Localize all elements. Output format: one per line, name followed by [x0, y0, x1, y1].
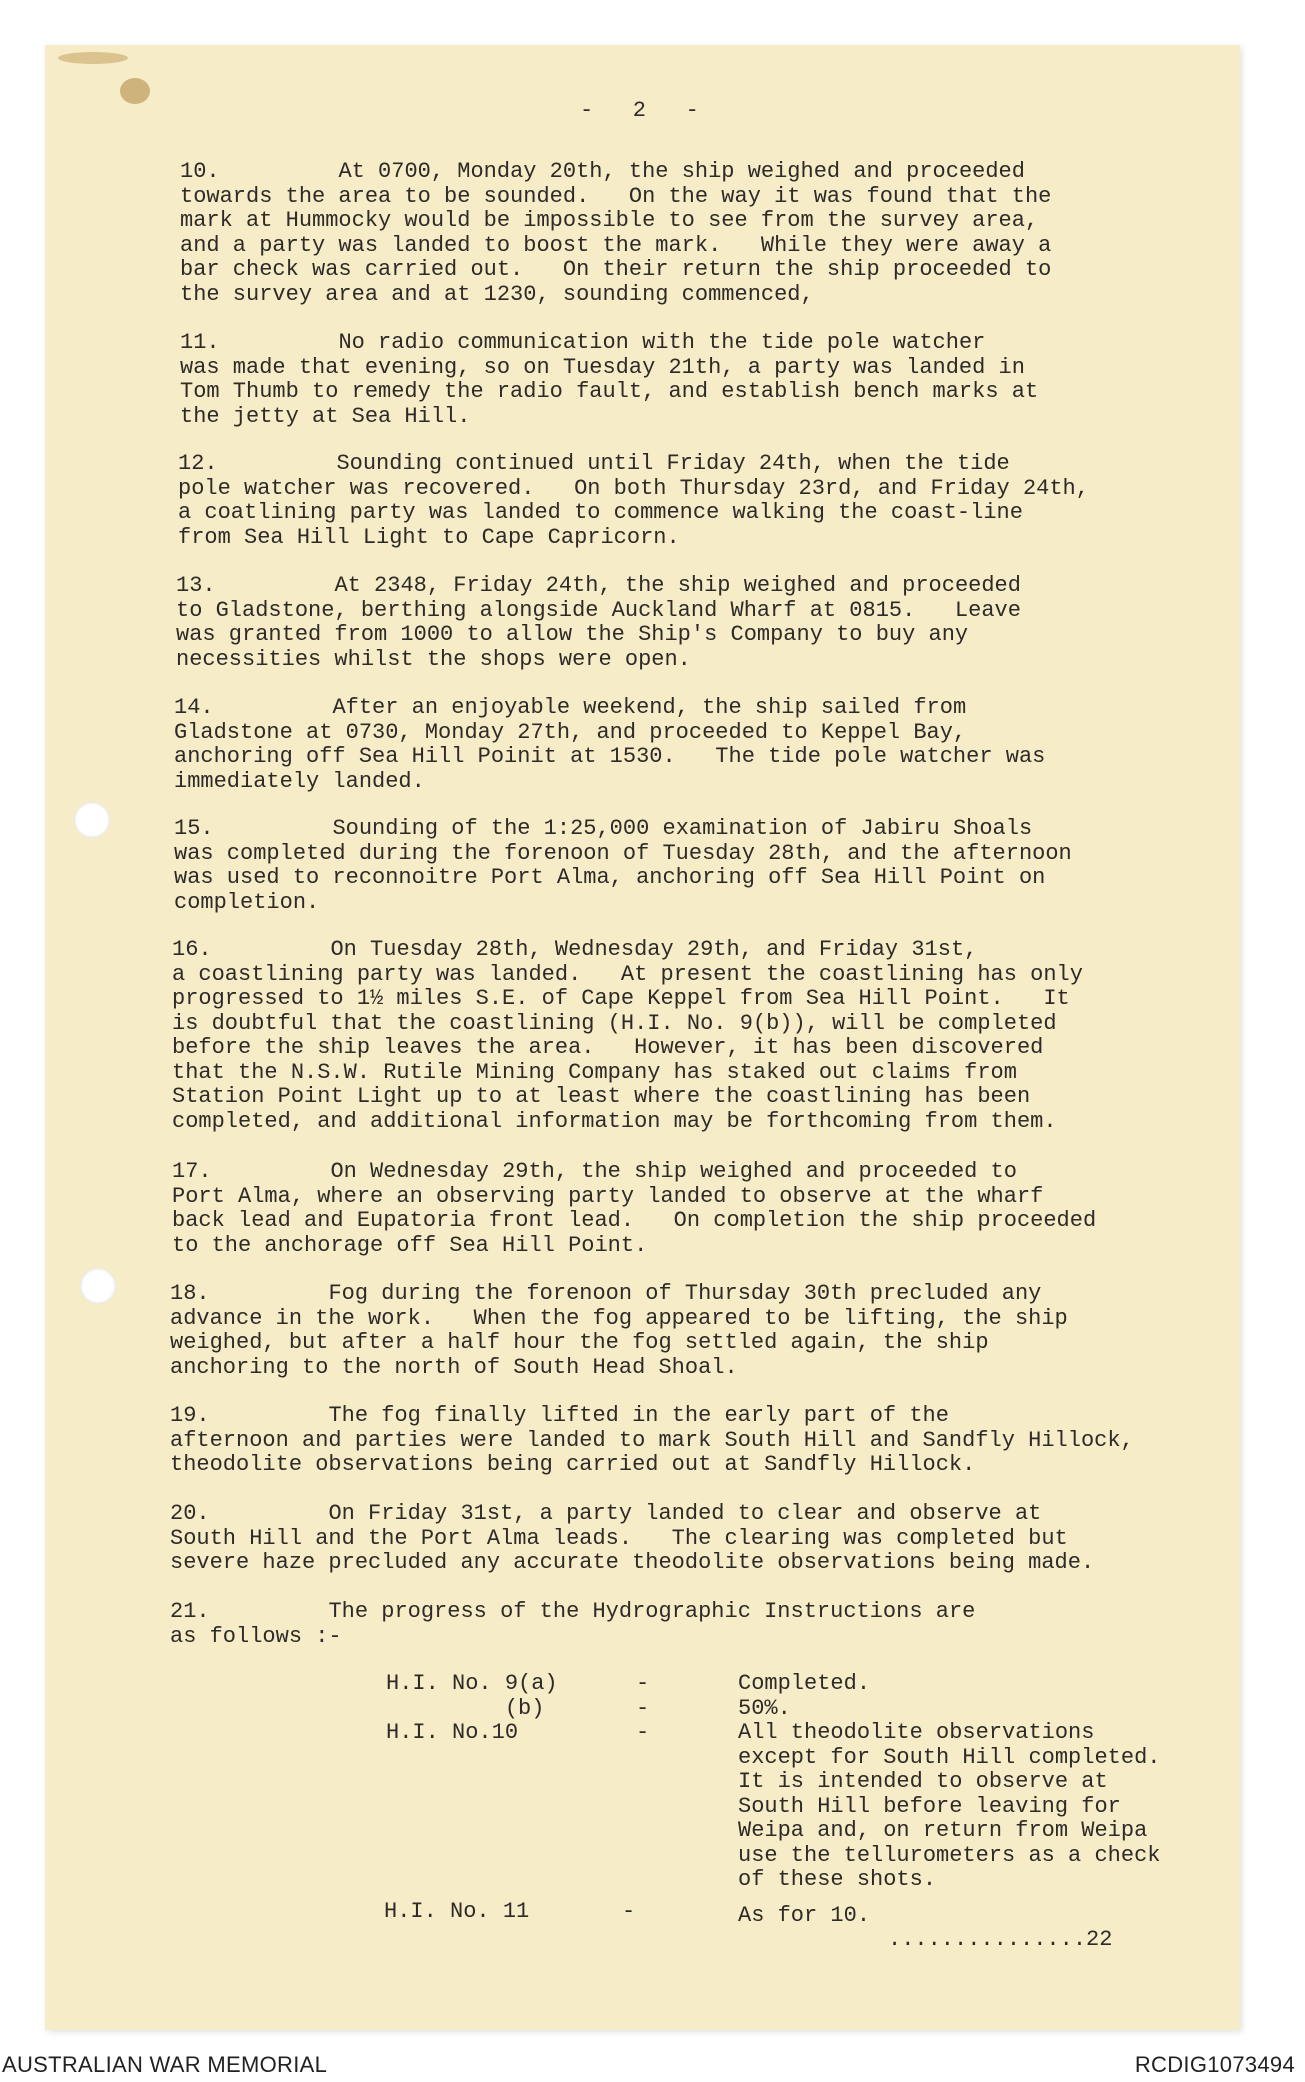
paragraph-first-line: At 0700, Monday 20th, the ship weighed and proceeded	[338, 159, 1025, 184]
progress-label: (b)	[386, 1696, 545, 1721]
stain-mark	[120, 78, 150, 104]
progress-status: As for 10.	[738, 1903, 871, 1928]
paragraph-body: Gladstone at 0730, Monday 27th, and proceeded to Keppel Bay, anchoring off Sea Hill Poinit at 1530. The tide pole watcher was immediately landed.	[174, 719, 1046, 794]
progress-label: H.I. No. 9(a)	[386, 1671, 558, 1696]
paragraph-body: as follows :-	[170, 1623, 342, 1649]
paragraph-number: 13.	[176, 573, 216, 598]
paragraph-body: advance in the work. When the fog appeared to be lifting, the ship weighed, but after a half hour the fog settled again, the ship anchoring to the north of South Head Shoal.	[170, 1305, 1068, 1380]
progress-status: 50%.	[738, 1696, 791, 1721]
progress-dash: -	[636, 1671, 650, 1696]
footer-archive-name: AUSTRALIAN WAR MEMORIAL	[2, 2052, 328, 2077]
paragraph-12	[178, 452, 1089, 550]
paragraph-first-line: Sounding continued until Friday 24th, when the tide	[336, 451, 1010, 476]
progress-label: H.I. No. 11	[384, 1899, 530, 1924]
paragraph-first-line: On Wednesday 29th, the ship weighed and proceeded to	[330, 1159, 1017, 1184]
paragraph-first-line: The progress of the Hydrographic Instructions are	[328, 1599, 976, 1624]
progress-label: H.I. No.10	[386, 1720, 519, 1745]
paragraph-first-line: On Friday 31st, a party landed to clear and observe at	[328, 1501, 1042, 1526]
paragraph-number: 10.	[180, 159, 220, 184]
paragraph-14	[174, 696, 1045, 794]
stain-mark	[58, 52, 128, 64]
paragraph-15	[174, 817, 1072, 915]
paragraph-number: 15.	[174, 816, 214, 841]
paragraph-number: 19.	[170, 1403, 210, 1428]
paragraph-body: was completed during the forenoon of Tuesday 28th, and the afternoon was used to reconnoitre Port Alma, anchoring off Sea Hill Point on completion.	[174, 840, 1072, 915]
page-number: - 2 -	[580, 98, 699, 123]
paragraph-body: Port Alma, where an observing party landed to observe at the wharf back lead and Eupatoria front lead. On completion the ship proceeded to the anchorage off Sea Hill Point.	[172, 1183, 1097, 1258]
paragraph-number: 16.	[172, 937, 212, 962]
paragraph-first-line: No radio communication with the tide pole watcher	[338, 330, 986, 355]
paragraph-body: a coastlining party was landed. At present the coastlining has only progressed to 1½ miles S.E. of Cape Keppel from Sea Hill Point. It is doubtful that the coastlining (H.I. No. 9(b)), will be completed before the ship leaves the area. However, it has been discovered that the N.S.W. Rutile Mining Company has staked out claims from Station Point Light up to at least where the coastlining has been completed, and additional information may be forthcoming from them.	[172, 961, 1083, 1134]
paragraph-20	[170, 1502, 1094, 1576]
paragraph-body: was made that evening, so on Tuesday 21th, a party was landed in Tom Thumb to remedy the radio fault, and establish bench marks at the jetty at Sea Hill.	[180, 354, 1039, 429]
continuation-marker: ...............22	[888, 1927, 1113, 1952]
paragraph-number: 12.	[178, 451, 218, 476]
progress-dash: -	[636, 1696, 650, 1721]
paragraph-number: 18.	[170, 1281, 210, 1306]
paragraph-body: to Gladstone, berthing alongside Auckland Wharf at 0815. Leave was granted from 1000 to allow the Ship's Company to buy any necessities whilst the shops were open.	[176, 597, 1021, 672]
paragraph-number: 11.	[180, 330, 220, 355]
footer-record-id: RCDIG1073494	[1134, 2052, 1295, 2077]
paragraph-number: 14.	[174, 695, 214, 720]
paragraph-first-line: Fog during the forenoon of Thursday 30th precluded any	[328, 1281, 1042, 1306]
paragraph-16	[172, 938, 1083, 1134]
paragraph-first-line: At 2348, Friday 24th, the ship weighed and proceeded	[334, 573, 1021, 598]
paragraph-10	[180, 160, 1051, 307]
paragraph-body: towards the area to be sounded. On the way it was found that the mark at Hummocky would be impossible to see from the survey area, and a party was landed to boost the mark. While they were away a bar check was carried out. On their return the ship proceeded to the survey area and at 1230, sounding commenced,	[180, 183, 1052, 307]
paragraph-first-line: The fog finally lifted in the early part of the	[328, 1403, 949, 1428]
paragraph-body: pole watcher was recovered. On both Thursday 23rd, and Friday 24th, a coatlining party was landed to commence walking the coast-line from Sea Hill Light to Cape Capricorn.	[178, 475, 1089, 550]
progress-dash: -	[636, 1720, 650, 1745]
paragraph-19	[170, 1404, 1134, 1478]
paragraph-number: 17.	[172, 1159, 212, 1184]
paragraph-number: 20.	[170, 1501, 210, 1526]
progress-status: All theodolite observations except for South Hill completed. It is intended to observe at South Hill before leaving for Weipa and, on return from Weipa use the tellurometers as a check of these shots.	[738, 1720, 1161, 1892]
punch-hole	[80, 1268, 116, 1304]
paragraph-21	[170, 1600, 975, 1649]
paragraph-body: South Hill and the Port Alma leads. The clearing was completed but severe haze precluded any accurate theodolite observations being made.	[170, 1525, 1095, 1575]
paragraph-11	[180, 331, 1038, 429]
punch-hole	[74, 802, 110, 838]
progress-status: Completed.	[738, 1671, 871, 1696]
paragraph-number: 21.	[170, 1599, 210, 1624]
paragraph-18	[170, 1282, 1068, 1380]
paragraph-body: afternoon and parties were landed to mark South Hill and Sandfly Hillock, theodolite observations being carried out at Sandfly Hillock.	[170, 1427, 1134, 1477]
paragraph-13	[176, 574, 1021, 672]
progress-dash: -	[622, 1899, 636, 1924]
paragraph-17	[172, 1160, 1096, 1258]
paragraph-first-line: After an enjoyable weekend, the ship sailed from	[332, 695, 967, 720]
paragraph-first-line: Sounding of the 1:25,000 examination of Jabiru Shoals	[332, 816, 1033, 841]
paragraph-first-line: On Tuesday 28th, Wednesday 29th, and Friday 31st,	[330, 937, 978, 962]
